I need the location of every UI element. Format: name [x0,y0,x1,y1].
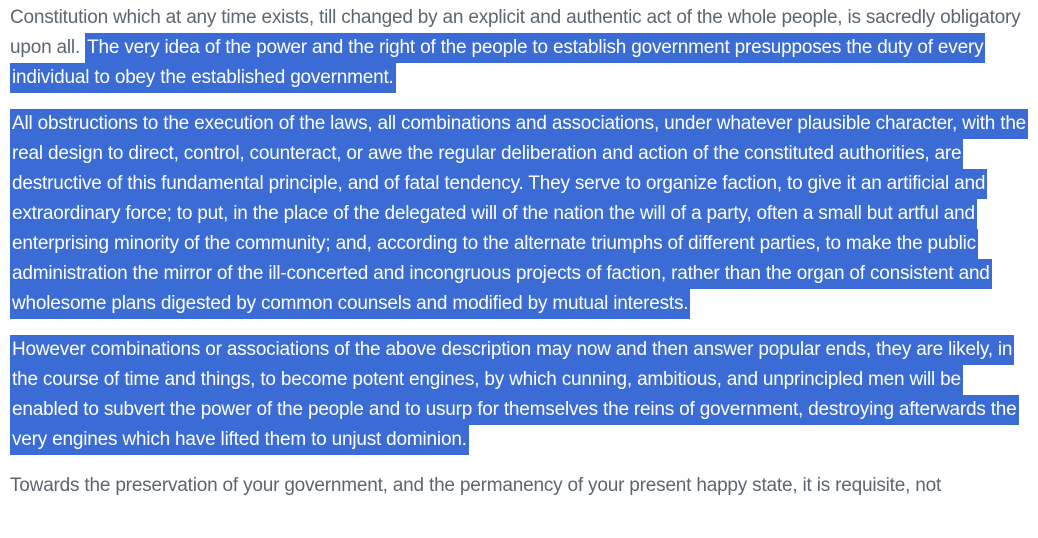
paragraph [10,335,1028,455]
selected-text: All obstructions to the execution of the laws, all combinations and associations, under whatever plausible character, with the real design to direct, control, counteract, or awe the regular deliberation and action of the constituted authorities, are destructive of this fundamental principle, and of fatal tendency. They serve to organize faction, to give it an artificial and extraordinary force; to put, in the place of the delegated will of the nation the will of a party, often a small but artful and enterprising minority of the community; and, according to the alternate triumphs of different parties, to make the public administration the mirror of the ill-concerted and incongruous projects of faction, rather than the organ of consistent and wholesome plans digested by common counsels and modified by mutual interests. [10,109,1028,319]
selected-text: The very idea of the power and the right of the people to establish government presupposes the duty of every individual to obey the established government. [10,33,985,93]
paragraph [10,471,1028,501]
paragraph-text: Constitution which at any time exists, till changed by an explicit and authentic act of the whole people, is sacredly obligatory upon all. [10,7,1021,58]
paragraph-text: Towards the preservation of your government, and the permanency of your present happy state, it is requisite, not [10,475,942,496]
paragraph [10,3,1028,93]
selected-text: However combinations or associations of the above description may now and then answer popular ends, they are likely, in the course of time and things, to become potent engines, by which cunning, ambitious, and unprincipled men will be enabled to subvert the power of the people and to usurp for themselves the reins of government, destroying afterwards the very engines which have lifted them to unjust dominion. [10,335,1019,455]
paragraph [10,109,1028,319]
